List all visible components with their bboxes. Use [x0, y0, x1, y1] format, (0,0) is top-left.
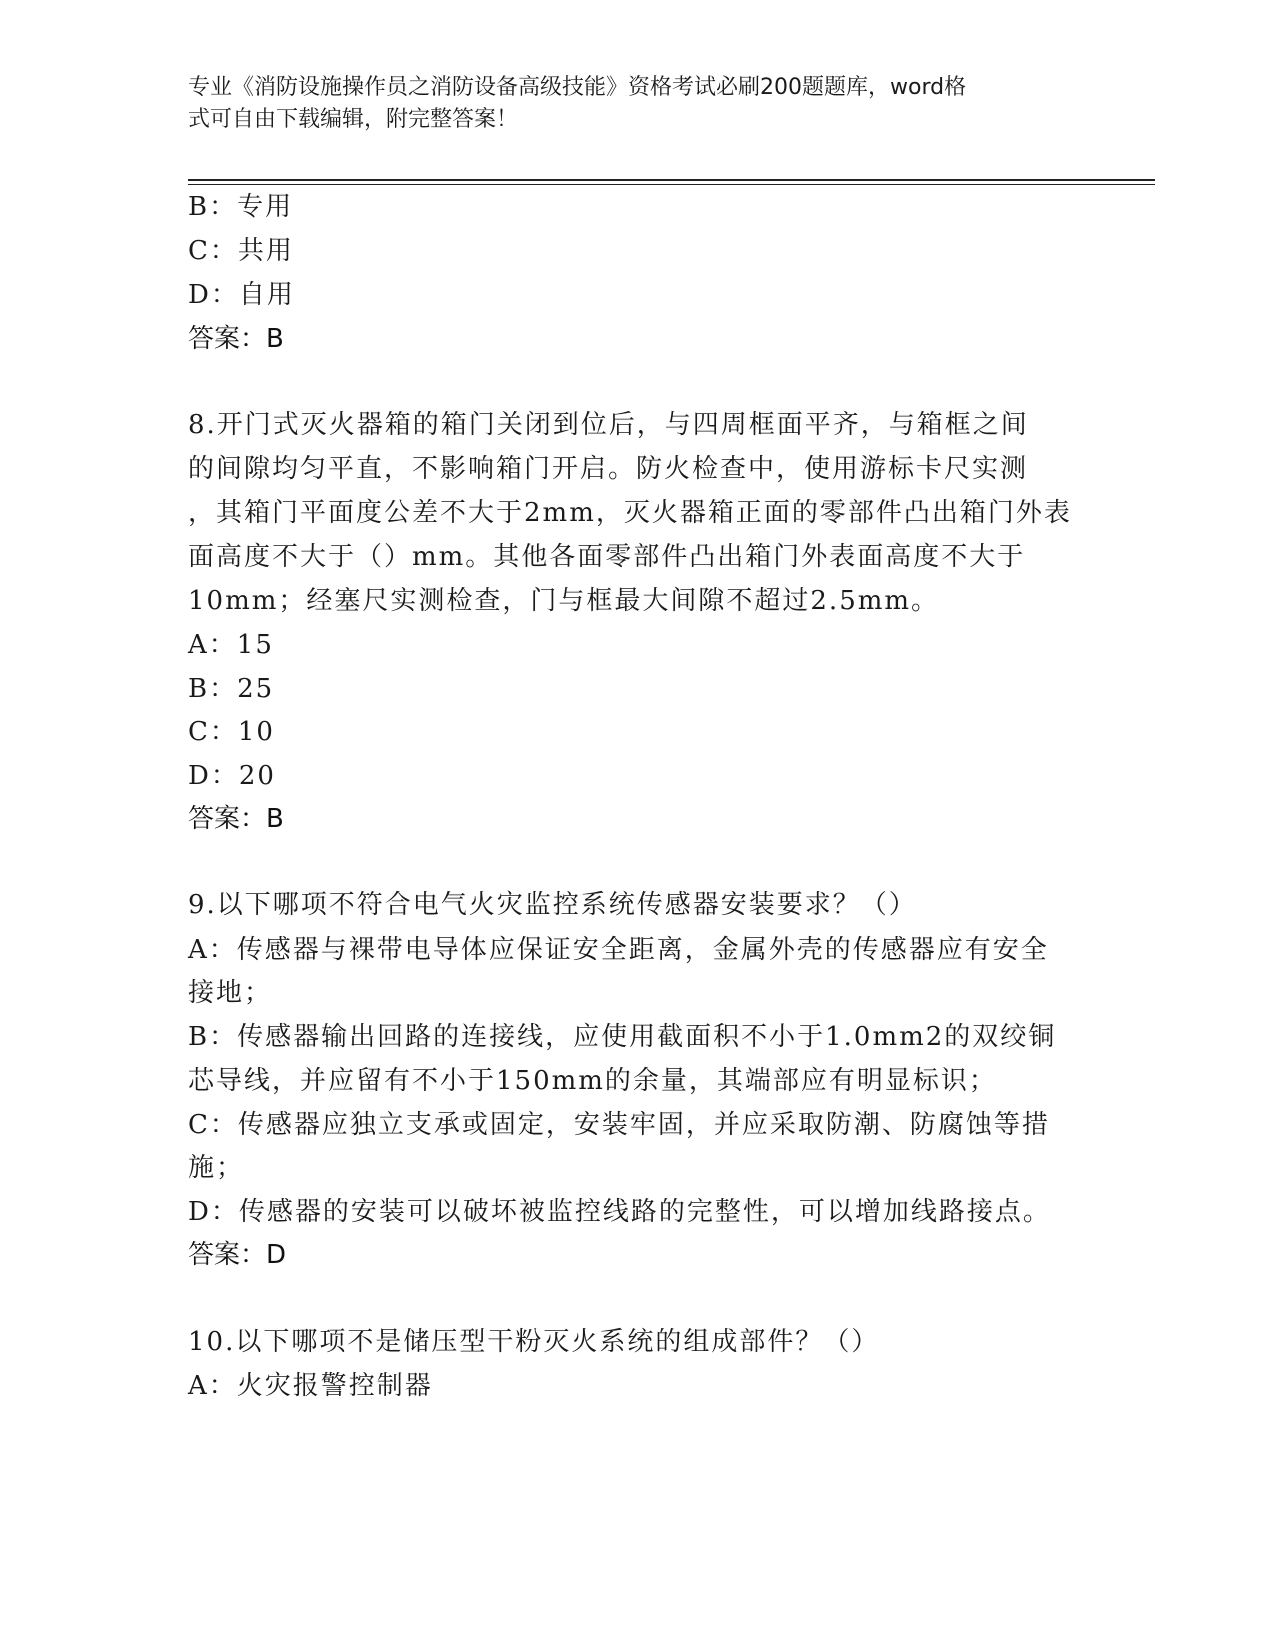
- q10-option-a: A：火灾报警控制器: [188, 1371, 433, 1401]
- q7-option-d: D：自用: [188, 280, 295, 310]
- q7-answer: 答案：B: [188, 324, 284, 354]
- q9-stem: 9.以下哪项不符合电气火灾监控系统传感器安装要求？（）: [188, 890, 917, 920]
- q9-option-b-line-1: B：传感器输出回路的连接线，应使用截面积不小于1.0mm2的双绞铜: [188, 1022, 1057, 1052]
- q7-option-b: B：专用: [188, 192, 294, 222]
- q9-option-c-line-1: C：传感器应独立支承或固定，安装牢固，并应采取防潮、防腐蚀等措: [188, 1110, 1050, 1140]
- q7-option-c: C：共用: [188, 236, 294, 266]
- header-divider-thick: [188, 179, 1155, 181]
- q8-answer: 答案：B: [188, 804, 284, 834]
- q8-stem-line-3: ，其箱门平面度公差不大于2mm，灭火器箱正面的零部件凸出箱门外表: [188, 498, 1072, 528]
- q9-answer: 答案：D: [188, 1240, 287, 1270]
- q9-option-d: D：传感器的安装可以破坏被监控线路的完整性，可以增加线路接点。: [188, 1197, 1051, 1227]
- q9-option-a-line-2: 接地；: [188, 978, 273, 1008]
- q9-option-a-line-1: A：传感器与裸带电导体应保证安全距离，金属外壳的传感器应有安全: [188, 935, 1049, 965]
- q9-option-b-line-2: 芯导线，并应留有不小于150mm的余量，其端部应有明显标识；: [188, 1066, 997, 1096]
- header-line-2: 式可自由下载编辑，附完整答案！: [188, 107, 519, 132]
- page-header: [188, 72, 1068, 136]
- header-divider-thin: [188, 184, 1155, 185]
- q9-option-c-line-2: 施；: [188, 1153, 245, 1183]
- q8-stem-line-1: 8.开门式灭火器箱的箱门关闭到位后，与四周框面平齐，与箱框之间: [188, 410, 1029, 440]
- q8-option-a: A：15: [188, 630, 274, 660]
- q8-stem-line-5: 10mm；经塞尺实测检查，门与框最大间隙不超过2.5mm。: [188, 586, 940, 616]
- header-line-1: 专业《消防设施操作员之消防设备高级技能》资格考试必刷200题题库，word格: [188, 75, 967, 100]
- q8-stem-line-2: 的间隙均匀平直，不影响箱门开启。防火检查中，使用游标卡尺实测: [188, 454, 1029, 484]
- q8-option-c: C：10: [188, 717, 275, 747]
- q10-stem: 10.以下哪项不是储压型干粉灭火系统的组成部件？（）: [188, 1327, 880, 1357]
- q8-stem-line-4: 面高度不大于（）mm。其他各面零部件凸出箱门外表面高度不大于: [188, 542, 1026, 572]
- q8-option-d: D：20: [188, 761, 276, 791]
- q8-option-b: B：25: [188, 674, 275, 704]
